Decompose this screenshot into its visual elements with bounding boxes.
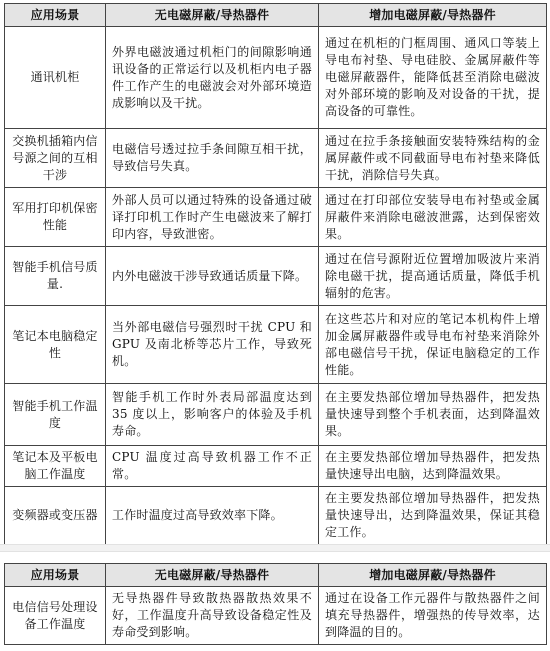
without-cell: 无导热器件导致散热器散热效果不好，工作温度升高导致设备稳定性及寿命受到影响。 [106, 587, 319, 645]
thermal-comparison-table [4, 563, 547, 645]
header-without: 无电磁屏蔽/导热器件 [106, 564, 319, 587]
scene-cell: 智能手机信号质量. [5, 247, 106, 306]
with-cell: 在主要发热部位增加导热器件，把发热量快速导到整个手机表面，达到降温效果。 [319, 384, 547, 446]
scene-cell: 交换机插箱内信号源之间的互相干涉 [5, 129, 106, 188]
scene-cell: 笔记本及平板电脑工作温度 [5, 446, 106, 487]
with-cell: 通过在设备工作元器件与散热器件之间填充导热器件，增强热的传导效率，达到降温的目的。 [319, 587, 547, 645]
scene-cell: 军用打印机保密性能 [5, 188, 106, 247]
without-cell: 外界电磁波通过机柜门的间隙影响通讯设备的正常运行以及机柜内电子器件工作产生的电磁波会对外部环境造成影响以及干扰。 [106, 27, 319, 129]
table-row [5, 446, 547, 487]
table-row [5, 487, 547, 545]
with-cell: 在这些芯片和对应的笔记本机构件上增加金属屏蔽器件或导电布衬垫来消除外部电磁信号干扰，保证电脑稳定的工作性能。 [319, 306, 547, 384]
with-cell: 通过在信号源附近位置增加吸波片来消除电磁干扰，提高通话质量，降低手机辐射的危害。 [319, 247, 547, 306]
table-row [5, 306, 547, 384]
scene-cell: 电信信号处理设备工作温度 [5, 587, 106, 645]
scene-cell: 通讯机柜 [5, 27, 106, 129]
scene-cell: 笔记本电脑稳定性 [5, 306, 106, 384]
table-header-row [5, 564, 547, 587]
without-cell: 当外部电磁信号强烈时干扰 CPU 和 GPU 及南北桥等芯片工作，导致死机。 [106, 306, 319, 384]
emi-comparison-table [4, 3, 547, 545]
without-cell: 内外电磁波干涉导致通话质量下降。 [106, 247, 319, 306]
table-header-row [5, 4, 547, 27]
table-row [5, 247, 547, 306]
table-row [5, 587, 547, 645]
header-with: 增加电磁屏蔽/导热器件 [319, 564, 547, 587]
scene-cell: 智能手机工作温度 [5, 384, 106, 446]
page-break-divider [0, 544, 550, 552]
with-cell: 通过在机柜的门框周围、通风口等装上导电布衬垫、导电硅胶、金属屏蔽件等电磁屏蔽器件，能降低甚至消除电磁波对外部环境的影响及对设备的干扰，提高设备的可靠性。 [319, 27, 547, 129]
with-cell: 在主要发热部位增加导热器件，把发热量快速导出电脑，达到降温效果。 [319, 446, 547, 487]
header-with: 增加电磁屏蔽/导热器件 [319, 4, 547, 27]
with-cell: 通过在打印部位安装导电布衬垫或金属屏蔽件来消除电磁波泄露，达到保密效果。 [319, 188, 547, 247]
without-cell: 电磁信号透过拉手条间隙互相干扰，导致信号失真。 [106, 129, 319, 188]
without-cell: 智能手机工作时外表局部温度达到 35 度以上，影响客户的体验及手机寿命。 [106, 384, 319, 446]
table-row [5, 27, 547, 129]
without-cell: 外部人员可以通过特殊的设备通过破译打印机工作时产生电磁波来了解打印内容，导致泄密。 [106, 188, 319, 247]
without-cell: CPU 温度过高导致机器工作不正常。 [106, 446, 319, 487]
header-scene: 应用场景 [5, 564, 106, 587]
table-row [5, 129, 547, 188]
table-row [5, 384, 547, 446]
scene-cell: 变频器或变压器 [5, 487, 106, 545]
header-without: 无电磁屏蔽/导热器件 [106, 4, 319, 27]
without-cell: 工作时温度过高导致效率下降。 [106, 487, 319, 545]
header-scene: 应用场景 [5, 4, 106, 27]
table-row [5, 188, 547, 247]
with-cell: 在主要发热部位增加导热器件，把发热量快速导出，达到降温效果，保证其稳定工作。 [319, 487, 547, 545]
with-cell: 通过在拉手条接触面安装特殊结构的金属屏蔽件或不同截面导电布衬垫来降低干扰，消除信号失真。 [319, 129, 547, 188]
